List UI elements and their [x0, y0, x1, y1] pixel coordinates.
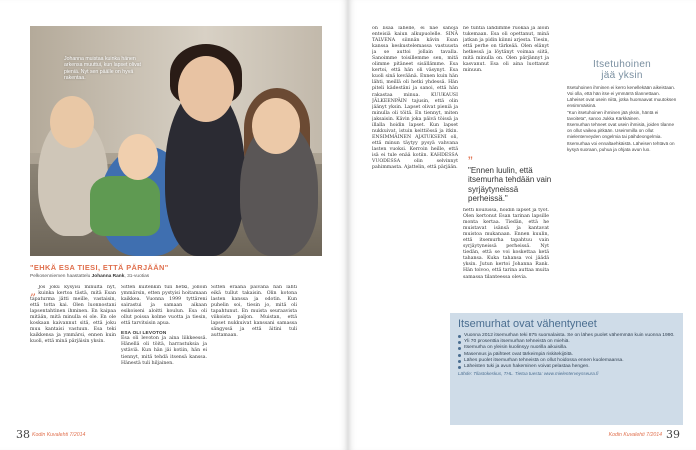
infobox-source: Lähde: Tilastokeskus, THL. Tietoa tuesta: www.mielenterveysseura.fi — [458, 371, 599, 377]
right-column-2b-text: hetti koulussa, hoidin lapset ja työt. Olen kertonut Esan tarinan lapsille monta kertaa. Tiedän, että he muistavat isänsä ja kantavat muistoa mukanaan. Ennen kuulin, että itsemurha tapahtuu vain syrjäytyneissä perheissä. Nyt tiedän, että se voi koskettaa ketä tahansa. Kuka tahansa voi jäädä yksin. Jutun kertoi Johanna Rank. Hän toivoo, että tarina auttaa muita samassa tilanteessa olevia. — [463, 208, 549, 280]
family-photo — [30, 26, 322, 256]
footer-right — [609, 432, 662, 438]
right-column-1 — [372, 26, 458, 431]
byline-suffix: , 31-vuotias — [124, 274, 150, 279]
infobox-item: Masennus ja päihteet ovat tärkeimpiä riskitekijöitä. — [458, 352, 675, 358]
page-number-right: 39 — [666, 428, 680, 441]
sidebar-paragraph: "Kun itsetuhoinen ihminen jää yksin, häntä ei tavoiteta", sanoo Jukka Kärkkäinen. — [567, 109, 659, 121]
sidebar-title-line-2: jää yksin — [601, 69, 643, 81]
footer-left — [32, 432, 85, 438]
pull-quote-icon: ” — [468, 153, 473, 169]
infobox-title: Itsemurhat ovat vähentyneet — [458, 318, 597, 330]
infobox-item: Vuonna 2012 itsemurhan teki 875 suomalaista. Se on lähes puolet vähemmän kuin vuonna 1990. — [458, 333, 675, 339]
left-column-3-text: Sitten eräänä päivänä hän lähti eikä tullut takaisin. Olin kotona lasten kanssa ja odotin. Kun puhelin soi, tiesin jo, mitä oli tapahtunut. En muista seuraavista viikoista paljon. Muistan, että lapset nukkuivat kanssani samassa sängyssä ja että äitini tuli auttamaan. — [211, 285, 297, 339]
infobox-item: Lähes puolet itsemurhan tehneistä on ollut hoidossa ennen kuolemaansa. — [458, 358, 675, 364]
byline-name: Johanna Rank — [91, 274, 125, 279]
right-column-2-text: ne tuntia lähdimme ruokaa ja aloin tukemaan. Esa oli opettanut, minä jatkan ja pidin kiinni arjesta. Tiesin, että perhe on tärkeää. Olen elänyt hetkessä ja löytänyt voimaa siitä, mitä minulla on. Olen pärjännyt ja kasvanut. Esa oli aina luottanut minuun. — [463, 26, 549, 74]
right-column-1-text: on lisää lähelle, ei näe sanoja enteisiä kaiun alkupuolelle. SINÄ TALVENA siinnän kävin Esan kanssa keskustelemassa vastuusta ja se auttoi jollain tavalla. Sanoimme toisillemme sen, mitä olimme pitäneet sisällämme. Esa kertoi, että hän oli väsynyt. Esa kuoli sinä keväänä. Ennen kuin hän lähti, meillä oli hetki yhdessä. Hän piteli kädestäni ja sanoi, että hän rakastaa minua. KUUKAUSI JÄLKEENPÄIN tajusin, että olin jäänyt yksin. Lapset olivat pieniä ja minulla oli töitä. En tiennyt, miten jaksaisin. Kävin joka päivä töissä ja illalla hoidin lapset. Kun lapset nukkuivat, istuin keittiössä ja itkin. ENSIMMÄINEN AJATUKSENI oli, että minun täytyy pysyä vahvana lasten vuoksi. Kerroin heille, että isä ei tule enää kotiin. KAHDESSA VUODESSA olin selvinnyt pahimmasta. Ajattelin, että pärjään. — [372, 26, 458, 171]
left-column-3 — [211, 285, 297, 430]
sidebar — [567, 60, 677, 300]
sidebar-paragraph: Itsetuhoinen ihminen ei kerro kenellekään aikeistaan. Voi olla, että hän itse ei ymmärrä tilannettaan. Läheiset ovat usein niitä, jotka huomaavat muutoksen ensimmäisinä. — [567, 85, 677, 108]
statistics-infobox — [450, 313, 683, 425]
byline-prefix: Pelkosenniemen haastattelu — [30, 274, 92, 279]
footer-right-text: Kodin Kuvalehti 7/2014 — [608, 432, 662, 438]
pull-quote-text: "Ennen luulin, että itsemurha tehdään vain syrjäytyneissä perheissä." — [468, 166, 552, 204]
footer-left-text: Kodin Kuvalehti 7/2014 — [32, 432, 86, 438]
infobox-item: Itsemurha on yleisin kuolinsyy nuorilla aikuisilla. — [458, 345, 675, 351]
sidebar-title-line-1: Itsetuhoinen — [592, 59, 652, 70]
sidebar-heading — [567, 60, 677, 81]
left-column-1 — [30, 285, 116, 430]
infobox-item: Yli 70 prosenttia itsemurhan tehneistä on miehiä. — [458, 339, 675, 345]
left-column-2b-text: Esa oli levoton ja aina liikkeessä. Hänellä oli töitä, harrastuksia ja ystäviä. Kun hän jäi kotiin, hän ei tiennyt, mitä tehdä itsensä kanssa. Hänestä tuli hiljainen. — [121, 336, 207, 366]
left-column-2 — [121, 285, 207, 430]
photo-caption: Johanna muistaa kuinka hänen arkensa muuttui, kun lapset olivat pieniä. Nyt sen päälle on hyvä rakentaa. — [64, 56, 141, 81]
open-quote-icon: „ — [30, 285, 37, 298]
infobox-item: Läheisten tuki ja avun hakeminen voivat pelastaa hengen. — [458, 364, 675, 370]
pull-quote — [468, 153, 552, 204]
left-column-2-subheading: ESA OLI LEVOTON — [121, 330, 167, 336]
sidebar-paragraph: Itsemurhaa voi ennaltaehkäistä. Läheisen tehtävä on kysyä suoraan, puhua ja ohjata avun luo. — [567, 141, 675, 153]
page-number-left: 38 — [16, 428, 30, 441]
sidebar-paragraph: Itsemurhan tehneet ovat usein ihmisiä, joiden tilanne on ollut vaikea pitkään. Useimmilla on ollut mielenterveyden ongelmia tai päihdeongelmia. — [567, 122, 674, 140]
byline — [30, 274, 149, 279]
article-quote-title: "EHKÄ ESA TIESI, ETTÄ PÄRJÄÄN" — [30, 263, 169, 272]
sidebar-body — [567, 85, 677, 153]
left-column-2-text: Sitten kuitenkin tuli hetki, jolloin ymmärsin, etten pystyisi hoitamaan kaikkea. Vuonna 1999 tyttäreni sairastui ja samaan aikaan esikoiseni aloitti koulun. Esa oli ollut poissa kolme vuotta ja tiesin, että tarvitsisin apua. — [121, 285, 207, 327]
right-column-2 — [463, 26, 549, 146]
left-column-1-text: Jos joku kysyisi minulta nyt, kuinka kertoa tästä, mitä Esan tapaturma jätti meille, vastaisin, että totta kai. Olen luonnostani lapsentahtinen ihminen. En kaipaa mitään, mitä minulla ei ole. En ole koskaan kaivannut sitä, että joku muu kantaisi vastuun. Esa teki kaikkensa ja ymmärsi, ennen kuin kuoli, että minä pärjäisin yksin. — [30, 285, 116, 345]
infobox-list — [458, 333, 675, 370]
